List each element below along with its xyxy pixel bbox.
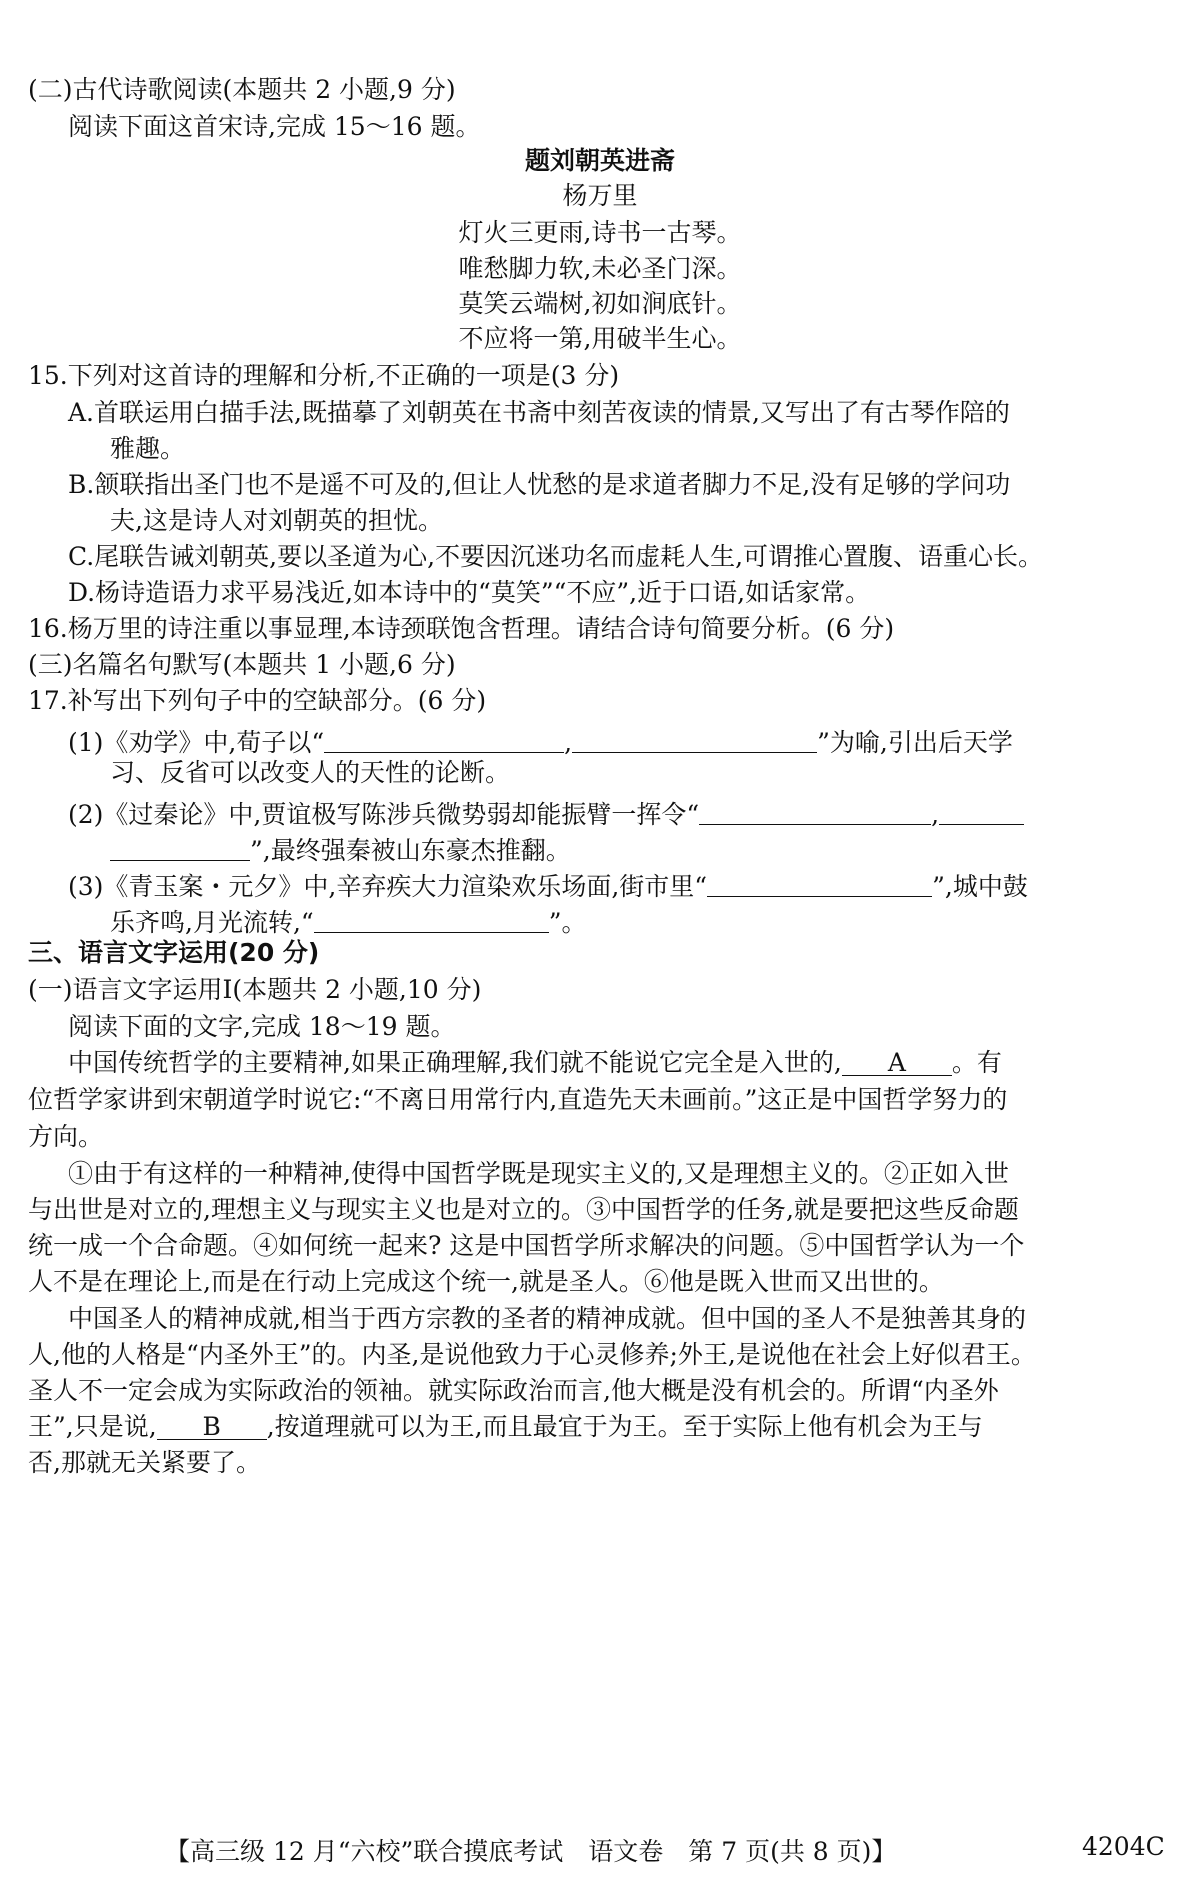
question-17-item-2-cont [110,832,571,863]
q17-item3-prefix: (3)《青玉案・元夕》中,辛弃疾大力渲染欢乐场面,街市里“ [68,872,708,901]
answer-blank[interactable] [707,870,932,897]
q17-item1-suffix: ”为喻,引出后天学 [817,728,1013,757]
part-3-subheading: (一)语言文字运用Ⅰ(本题共 2 小题,10 分) [28,975,482,1004]
passage-instruction: 阅读下面的文字,完成 18～19 题。 [68,1012,456,1041]
passage-text: ,按道理就可以为王,而且最宜于为王。至于实际上他有机会为王与 [266,1412,983,1441]
poetry-instruction: 阅读下面这首宋诗,完成 15～16 题。 [68,112,481,141]
q17-item3-prefix2: 乐齐鸣,月光流转,“ [110,908,314,937]
q17-item3-mid: ”,城中鼓 [932,872,1028,901]
poem-line-2: 唯愁脚力软,未必圣门深。 [458,254,742,283]
poem-line-4: 不应将一第,用破半生心。 [458,324,742,353]
question-17-item-3-cont [110,904,586,935]
question-15-stem: 15.下列对这首诗的理解和分析,不正确的一项是(3 分) [28,361,620,390]
answer-blank[interactable] [939,798,1024,825]
section-heading-recitation: (三)名篇名句默写(本题共 1 小题,6 分) [28,650,456,679]
passage-p3-line-1: 中国圣人的精神成就,相当于西方宗教的圣者的精神成就。但中国的圣人不是独善其身的 [68,1304,1026,1333]
poem-title: 题刘朝英进斋 [524,146,675,175]
passage-p1-line-1 [68,1050,1002,1076]
passage-p3-line-4 [28,1414,983,1440]
passage-p2-line-3: 统一成一个合命题。④如何统一起来? 这是中国哲学所求解决的问题。⑤中国哲学认为一个 [28,1231,1025,1260]
question-15-option-a: A.首联运用白描手法,既描摹了刘朝英在书斋中刻苦夜读的情景,又写出了有古琴作陪的 [68,398,1010,427]
poem-author: 杨万里 [562,181,638,210]
question-15-option-b-cont: 夫,这是诗人对刘朝英的担忧。 [110,506,443,535]
paper-code: 4204C [1082,1832,1165,1861]
question-15-option-b: B.颔联指出圣门也不是遥不可及的,但让人忧愁的是求道者脚力不足,没有足够的学问功 [68,470,1011,499]
passage-text: 中国传统哲学的主要精神,如果正确理解,我们就不能说它完全是入世的, [68,1048,842,1077]
q17-item2-prefix: (2)《过秦论》中,贾谊极写陈涉兵微势弱却能振臂一挥令“ [68,800,700,829]
question-17-item-3 [68,868,1028,899]
part-3-heading: 三、语言文字运用(20 分) [28,938,320,967]
answer-blank[interactable] [324,726,564,753]
question-15-option-d: D.杨诗造语力求平易浅近,如本诗中的“莫笑”“不应”,近于口语,如话家常。 [68,578,871,607]
question-17-item-1-cont: 习、反省可以改变人的天性的论断。 [110,758,511,787]
question-15-option-c: C.尾联告诫刘朝英,要以圣道为心,不要因沉迷功名而虚耗人生,可谓推心置腹、语重心长。 [68,542,1044,571]
passage-text: 王”,只是说, [28,1412,157,1441]
passage-p1-line-2: 位哲学家讲到宋朝道学时说它:“不离日用常行内,直造先天未画前。”这正是中国哲学努力的 [28,1085,1008,1114]
page-footer: 【高三级 12 月“六校”联合摸底考试 语文卷 第 7 页(共 8 页)】 [165,1837,897,1866]
question-15-option-a-cont: 雅趣。 [110,434,186,463]
q17-item3-suffix: ”。 [548,908,587,937]
passage-p3-line-3: 圣人不一定会成为实际政治的领袖。就实际政治而言,他大概是没有机会的。所谓“内圣外 [28,1376,999,1405]
passage-p3-line-2: 人,他的人格是“内圣外王”的。内圣,是说他致力于心灵修养;外王,是说他在社会上好似君王。 [28,1340,1036,1369]
blank-b-label: B [157,1414,267,1440]
question-17-item-2 [68,796,1024,827]
blank-a-label: A [842,1050,952,1076]
answer-blank[interactable] [572,726,817,753]
poem-line-1: 灯火三更雨,诗书一古琴。 [458,218,742,247]
question-17-item-1 [68,724,1013,755]
answer-blank[interactable] [314,906,549,933]
passage-text: 。有 [951,1048,1002,1077]
passage-p2-line-4: 人不是在理论上,而是在行动上完成这个统一,就是圣人。⑥他是既入世而又出世的。 [28,1267,944,1296]
section-heading-poetry: (二)古代诗歌阅读(本题共 2 小题,9 分) [28,75,456,104]
answer-blank[interactable] [110,834,250,861]
question-17-stem: 17.补写出下列句子中的空缺部分。(6 分) [28,686,487,715]
q17-item2-comma: , [931,800,940,829]
passage-p2-line-2: 与出世是对立的,理想主义与现实主义也是对立的。③中国哲学的任务,就是要把这些反命题 [28,1195,1019,1224]
question-16-stem: 16.杨万里的诗注重以事显理,本诗颈联饱含哲理。请结合诗句简要分析。(6 分) [28,614,895,643]
q17-item1-prefix: (1)《劝学》中,荀子以“ [68,728,325,757]
passage-p3-line-5: 否,那就无关紧要了。 [28,1448,261,1477]
q17-item1-comma: , [564,728,573,757]
passage-p1-line-3: 方向。 [28,1122,104,1151]
passage-p2-line-1: ①由于有这样的一种精神,使得中国哲学既是现实主义的,又是理想主义的。②正如入世 [68,1159,1009,1188]
answer-blank[interactable] [699,798,931,825]
poem-line-3: 莫笑云端树,初如涧底针。 [458,289,742,318]
q17-item2-suffix: ”,最终强秦被山东豪杰推翻。 [250,836,571,865]
